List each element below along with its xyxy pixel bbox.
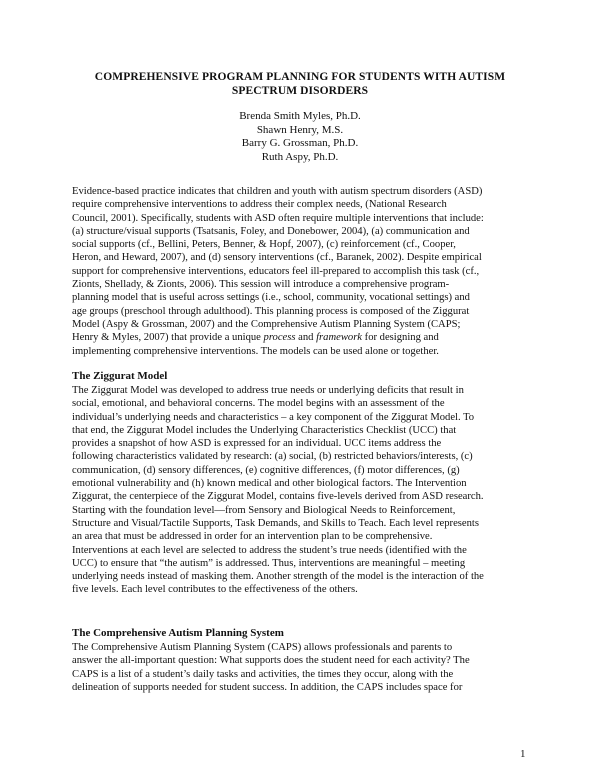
text-line: The Comprehensive Autism Planning System (CAPS) allows professionals and parents to — [72, 642, 453, 653]
text-line: UCC) to ensure that “the autism” is addressed. Thus, interventions are meaningful – meeting — [72, 557, 466, 569]
text-line: Zionts, Shellady, & Zionts, 2006). This session will introduce a comprehensive program- — [72, 279, 450, 291]
intro-paragraph — [72, 185, 528, 358]
text-line: Starting with the foundation level—from Sensory and Biological Needs to Reinforcement, — [72, 504, 456, 516]
text-line: require comprehensive interventions to address their complex needs, (National Research — [72, 199, 447, 211]
text-line: answer the all-important question: What supports does the student need for each activity? The — [72, 655, 470, 667]
text-line: that end, the Ziggurat Model includes the Underlying Characteristics Checklist (UCC) that — [72, 424, 457, 436]
text-line: (a) structure/visual supports (Tsatsanis, Foley, and Donebower, 2004), (a) communication and — [72, 225, 470, 237]
author-name: Barry G. Grossman, Ph.D. — [241, 137, 359, 149]
author-list — [150, 110, 450, 164]
text-line: implementing comprehensive interventions. The models can be used alone or together. — [72, 345, 439, 357]
section-heading-caps: The Comprehensive Autism Planning System — [72, 627, 284, 639]
caps-paragraph — [72, 641, 528, 694]
text-segment: Henry & Myles, 2007) that provide a unique — [72, 332, 264, 344]
text-line: social, emotional, and behavioral concerns. The model begins with an assessment of the — [72, 398, 445, 410]
text-line: Structure and Visual/Tactile Supports, Task Demands, and Skills to Teach. Each level represents — [72, 517, 479, 529]
title-line: COMPREHENSIVE PROGRAM PLANNING FOR STUDENTS WITH AUTISM — [94, 71, 506, 83]
text-line: emotional vulnerability and (h) known medical and other biological factors. The Intervention — [72, 478, 467, 490]
text-segment: and — [295, 332, 317, 344]
text-line: provides a snapshot of how ASD is expressed for an individual. UCC items address the — [72, 438, 442, 450]
emphasis-process: process — [263, 332, 296, 344]
text-line: age groups (preschool through adulthood). This planning process is composed of the Ziggurat — [72, 305, 470, 317]
author-name: Ruth Aspy, Ph.D. — [261, 150, 339, 163]
text-segment: for designing and — [362, 332, 439, 344]
page-number: 1 — [520, 748, 526, 760]
text-line: Interventions at each level are selected to address the student’s true needs (identified with the — [72, 544, 467, 556]
document-title — [70, 70, 530, 98]
text-line: CAPS is a list of a student’s daily tasks and activities, the times they occur, along with the — [72, 668, 454, 680]
title-line: SPECTRUM DISORDERS — [231, 85, 369, 97]
text-line: following characteristics validated by research: (a) social, (b) restricted behaviors/interests, (c) — [72, 451, 473, 463]
author-name: Shawn Henry, M.S. — [256, 123, 344, 136]
text-line: social supports (cf., Bellini, Peters, Benner, & Hopf, 2007), (c) reinforcement (cf., Cooper, — [72, 239, 456, 251]
text-line: The Ziggurat Model was developed to address true needs or underlying deficits that result in — [72, 385, 464, 396]
text-line: Heron, and Heward, 2007), and (d) sensory interventions (cf., Baranek, 2002). Despite empirical — [72, 252, 482, 264]
ziggurat-paragraph — [72, 384, 528, 597]
text-line: five levels. Each level contributes to the effectiveness of the others. — [72, 584, 358, 596]
text-line: underlying needs instead of masking them. Another strength of the model is the interaction of the — [72, 571, 484, 583]
section-heading-ziggurat: The Ziggurat Model — [72, 370, 168, 382]
text-line: individual’s underlying needs and characteristics – a key component of the Ziggurat Model. To — [72, 411, 475, 423]
text-line: planning model that is useful across settings (i.e., school, community, vocational settings) and — [72, 292, 470, 304]
text-line: Evidence-based practice indicates that children and youth with autism spectrum disorders (ASD) — [72, 186, 483, 197]
text-line: Model (Aspy & Grossman, 2007) and the Comprehensive Autism Planning System (CAPS; — [72, 318, 461, 330]
text-line: communication, (d) sensory differences, (e) cognitive differences, (f) motor differences, (g) — [72, 464, 460, 476]
text-line: support for comprehensive interventions, educators feel ill-prepared to accomplish this task (cf., — [72, 265, 480, 277]
emphasis-framework: framework — [316, 332, 363, 344]
text-line: Council, 2001). Specifically, students with ASD often require multiple interventions that include: — [72, 212, 484, 224]
text-line: an area that must be addressed in order for an intervention plan to be comprehensive. — [72, 531, 433, 543]
text-line: Ziggurat, the centerpiece of the Ziggurat Model, contains five-levels derived from ASD research. — [72, 491, 484, 503]
author-name: Brenda Smith Myles, Ph.D. — [239, 110, 361, 122]
text-line: delineation of supports needed for student success. In addition, the CAPS includes space for — [72, 681, 463, 693]
text-line — [72, 331, 528, 344]
